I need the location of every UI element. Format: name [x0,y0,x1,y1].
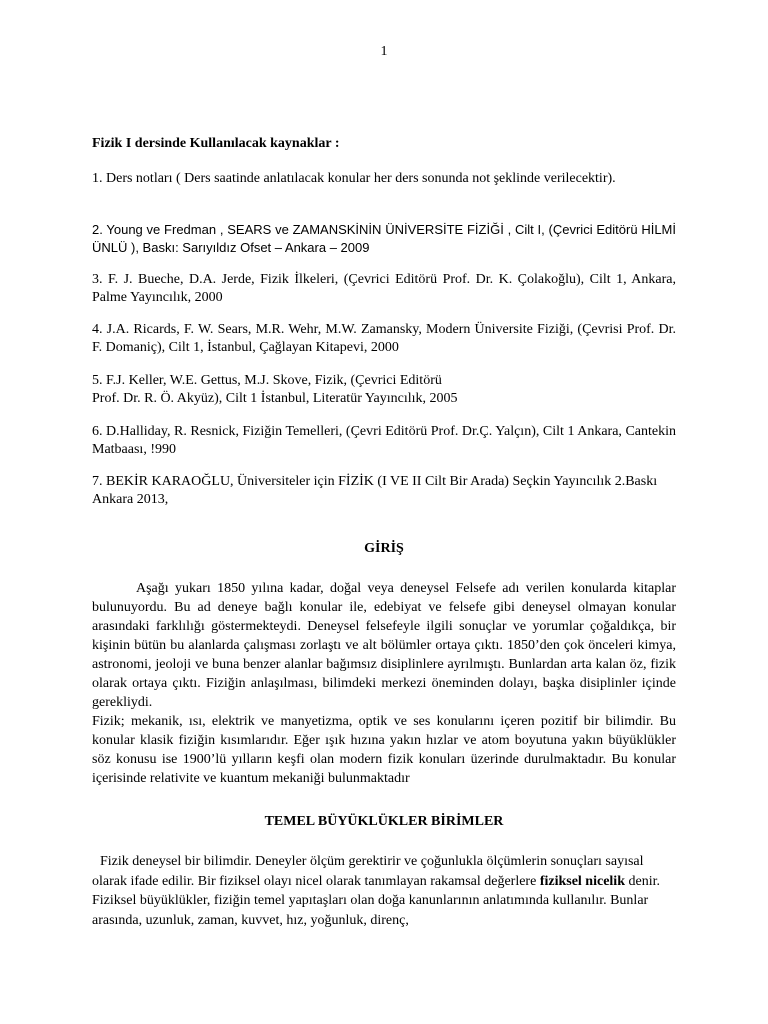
intro-section [92,579,676,788]
section-heading-giris: GİRİŞ [364,541,404,556]
reference-text: 5. F.J. Keller, W.E. Gettus, M.J. Skove, Fizik, (Çevrici Editörü [92,373,442,388]
reference-text: Prof. Dr. R. Ö. Akyüz), Cilt 1 İstanbul, Literatür Yayıncılık, 2005 [92,391,458,406]
reference-item [92,473,676,509]
reference-text: 7. BEKİR KARAOĞLU, Üniversiteler için FİZİK (I VE II Cilt Bir Arada) Seçkin Yayıncılık 2.Baskı Ankara 2013, [92,474,658,507]
section-heading-units: TEMEL BÜYÜKLÜKLER BİRİMLER [264,814,504,829]
reference-item [92,170,676,188]
intro-paragraph-2: Fizik; mekanik, ısı, elektrik ve manyetizma, optik ve ses konularını içeren pozitif bir bilimdir. Bu konular klasik fiziğin kısımlarıdır. Eğer ışık hızına yakın hızlar ve atom boyutuna yakın büyüklükler söz konusu ise 1900’lü yılların keşfi olan modern fizik konuları üzerinde durulmaktadır. Bu konular içerisinde relativite ve kuantum mekaniği bulunmaktadır [92,714,676,786]
units-paragraph [92,852,676,930]
references-title: Fizik I dersinde Kullanılacak kaynaklar : [92,136,340,151]
reference-text: 6. D.Halliday, R. Resnick, Fiziğin Temelleri, (Çevri Editörü Prof. Dr.Ç. Yalçın), Cilt 1 Ankara, Cantekin Matbaası, !990 [92,424,676,457]
reference-text: 1. Ders notları ( Ders saatinde anlatılacak konular her ders sonunda not şeklinde verilecektir). [92,171,616,186]
reference-item [92,221,676,257]
units-section [92,852,676,930]
page-number: 1 [380,44,388,59]
reference-item [92,423,676,459]
units-text-after: denir. Fiziksel büyüklükler, fiziğin temel yapıtaşları olan doğa kanunlarının anlatımında kullanılır. Bunlar arasında, uzunluk, zaman, kuvvet, hız, yoğunluk, direnç, [92,873,660,928]
reference-text: 3. F. J. Bueche, D.A. Jerde, Fizik İlkeleri, (Çevrici Editörü Prof. Dr. K. Çolakoğlu), Cilt 1, Ankara, Palme Yayıncılık, 2000 [92,272,676,305]
units-bold-term: fiziksel nicelik [539,873,625,889]
reference-text: 4. J.A. Ricards, F. W. Sears, M.R. Wehr, M.W. Zamansky, Modern Üniversite Fiziği, (Çevrisi Prof. Dr. F. Domaniç), Cilt 1, İstanbul, Çağlayan Kitapevi, 2000 [92,322,676,355]
reference-item [92,271,676,307]
intro-paragraph-1 [92,579,676,712]
reference-item [92,321,676,357]
units-text-before: Fizik deneysel bir bilimdir. Deneyler ölçüm gerektirir ve çoğunlukla ölçümlerin sonuçları sayısal olarak ifade edilir. Bir fiziksel olayı nicel olarak tanımlayan rakamsal değerlere [92,854,644,889]
reference-text: 2. Young ve Fredman , SEARS ve ZAMANSKİNİN ÜNİVERSİTE FİZİĞİ , Cilt I, (Çevrici Editörü HİLMİ ÜNLÜ ), Baskı: Sarıyıldız Ofset – Ankara – 2009 [92,222,676,255]
reference-item [92,372,676,408]
intro-paragraph-1-text: Aşağı yukarı 1850 yılına kadar, doğal veya deneysel Felsefe adı verilen konularda kitaplar bulunuyordu. Bu ad deneye bağlı konular ile, edebiyat ve felsefe gibi deneysel olmayan konular arasındaki farklılığı göstermekteydi. Deneysel felsefeyle ilgili sonuçlar ve yorumlar çoğaldıkça, bir kişinin bütün bu alanlarda çalışması zorlaştı ve alt bölümler ortaya çıktı. 1850’den çok önceleri kimya, astronomi, jeoloji ve buna benzer alanlar bağımsız disiplinlere ayrılmıştı. Bunlardan arta kalan öz, fizik olarak ortaya çıktı. Fiziğin anlaşılması, bilimdeki merkezi öneminden dolayı, başka disiplinler içinde gerekliydi. [92,581,676,710]
